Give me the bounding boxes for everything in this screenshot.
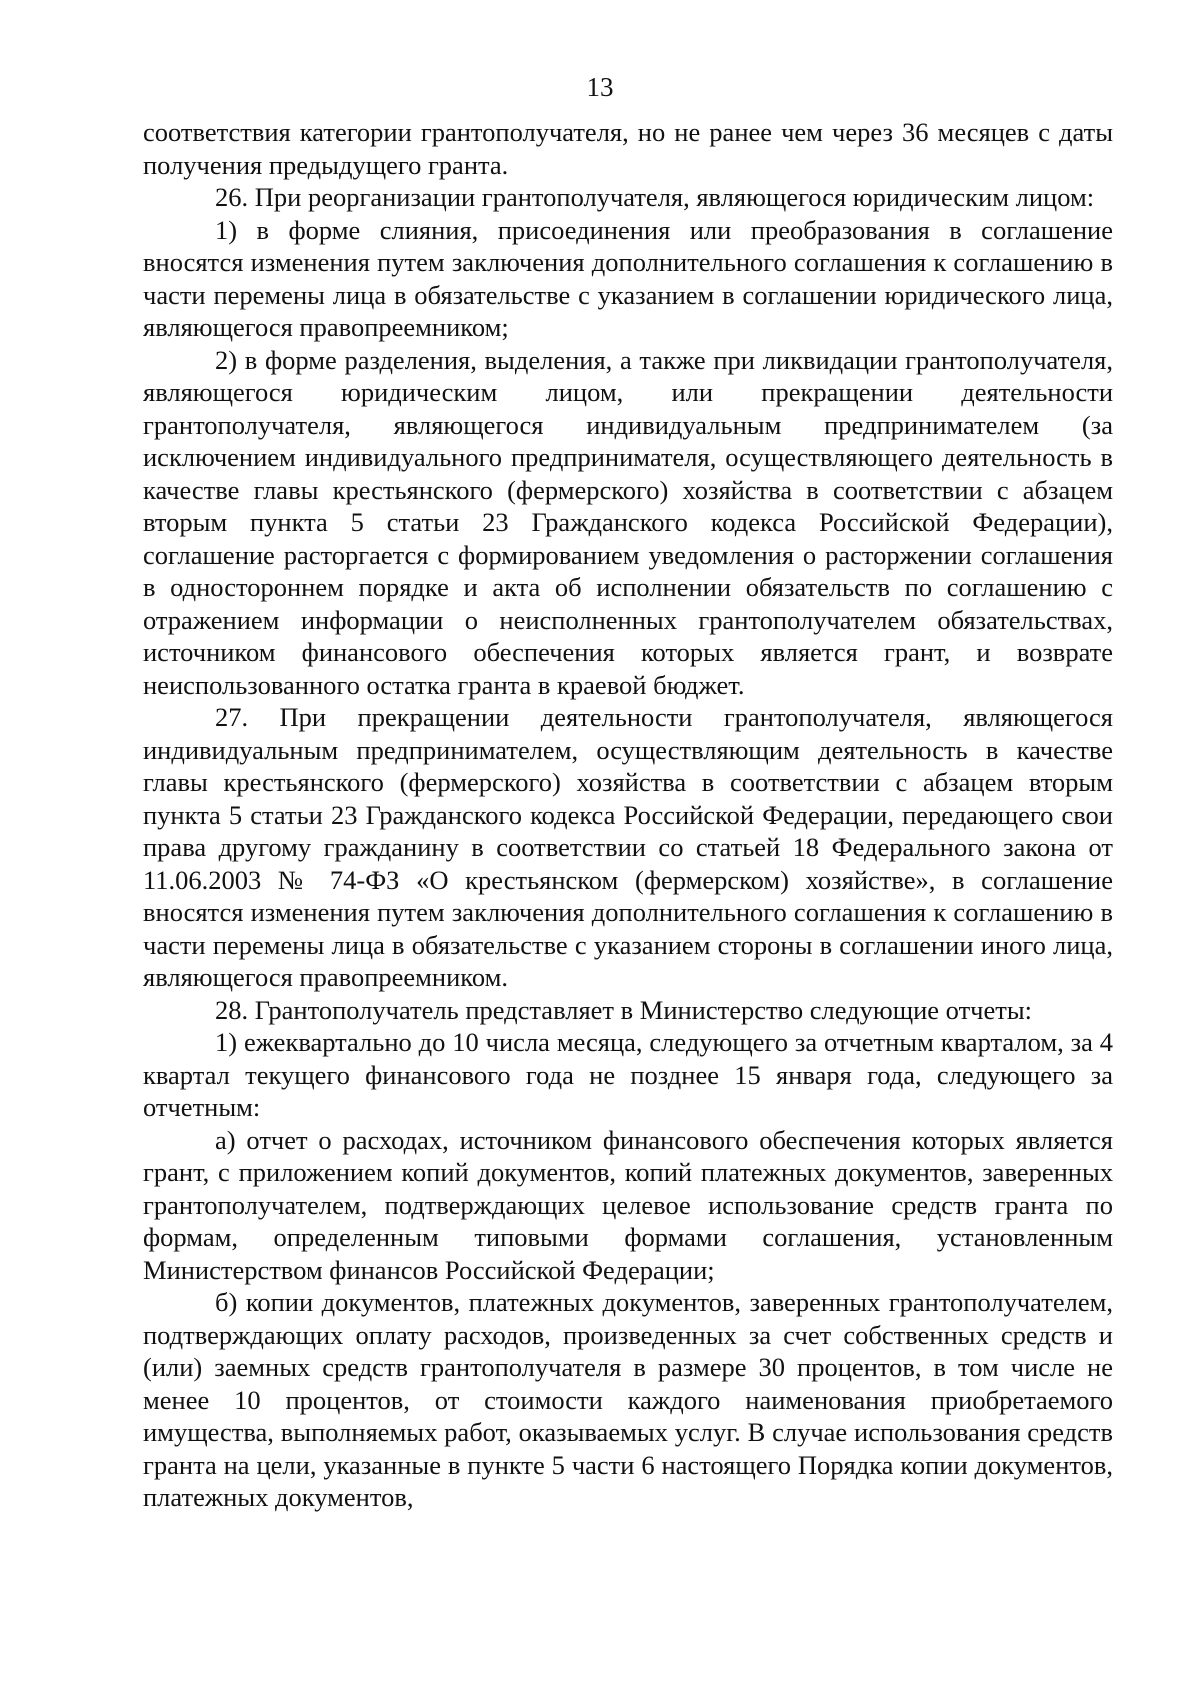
- paragraph-26: 26. При реорганизации грантополучателя, являющегося юридическим лицом:: [215, 182, 1095, 212]
- paragraph-26-item-2: 2) в форме разделения, выделения, а также при ликвидации грантополучателя, являющегося юридическим лицом, или прекращении деятельности грантополучателя, являющегося индивидуальным предпринимателем (за исключением индивидуального предпринимателя, осуществляющего деятельность в качестве главы крестьянского (фермерского) хозяйства в соответствии с абзацем вторым пункта 5 статьи 23 Гражданского кодекса Российской Федерации), соглашение расторгается с формированием уведомления о расторжении соглашения в одностороннем порядке и акта об исполнении обязательств по соглашению с отражением информации о неисполненных грантополучателем обязательствах, источником финансового обеспечения которых является грант, и возврате неиспользованного остатка гранта в краевой бюджет.: [143, 344, 1113, 700]
- paragraph-26-item-1: 1) в форме слияния, присоединения или преобразования в соглашение вносятся изменения путем заключения дополнительного соглашения к соглашению в части перемены лица в обязательстве с указанием в соглашении юридического лица, являющегося правопреемником;: [143, 214, 1113, 342]
- paragraph-28-item-1-b: б) копии документов, платежных документов, заверенных грантополучателем, подтверждающих оплату расходов, произведенных за счет собственных средств и (или) заемных средств грантополучателя в размере 30 процентов, в том числе не менее 10 процентов, от стоимости каждого наименования приобретаемого имущества, выполняемых работ, оказываемых услуг. В случае использования средств гранта на цели, указанные в пункте 5 части 6 настоящего Порядка копии документов, платежных документов,: [143, 1287, 1113, 1512]
- document-body: [143, 116, 1113, 1514]
- paragraph-27: 27. При прекращении деятельности грантополучателя, являющегося индивидуальным предпринимателем, осуществляющим деятельность в качестве главы крестьянского (фермерского) хозяйства в соответствии с абзацем вторым пункта 5 статьи 23 Гражданского кодекса Российской Федерации, передающего свои права другому гражданину в соответствии со статьей 18 Федерального закона от 11.06.2003 № 74-ФЗ «О крестьянском (фермерском) хозяйстве», в соглашение вносятся изменения путем заключения дополнительного соглашения к соглашению в части перемены лица в обязательстве с указанием стороны в соглашении иного лица, являющегося правопреемником.: [143, 702, 1113, 992]
- paragraph-28-item-1-a: а) отчет о расходах, источником финансового обеспечения которых является грант, с приложением копий документов, копий платежных документов, заверенных грантополучателем, подтверждающих целевое использование средств гранта по формам, определенным типовыми формами соглашения, установленным Министерством финансов Российской Федерации;: [143, 1124, 1113, 1285]
- paragraph-28-item-1: 1) ежеквартально до 10 числа месяца, следующего за отчетным кварталом, за 4 квартал текущего финансового года не позднее 15 января года, следующего за отчетным:: [143, 1027, 1113, 1122]
- paragraph-28: 28. Грантополучатель представляет в Министерство следующие отчеты:: [215, 994, 1032, 1025]
- page-number: 13: [586, 72, 614, 102]
- paragraph-continuation: соответствия категории грантополучателя, но не ранее чем через 36 месяцев с даты получения предыдущего гранта.: [143, 117, 1113, 180]
